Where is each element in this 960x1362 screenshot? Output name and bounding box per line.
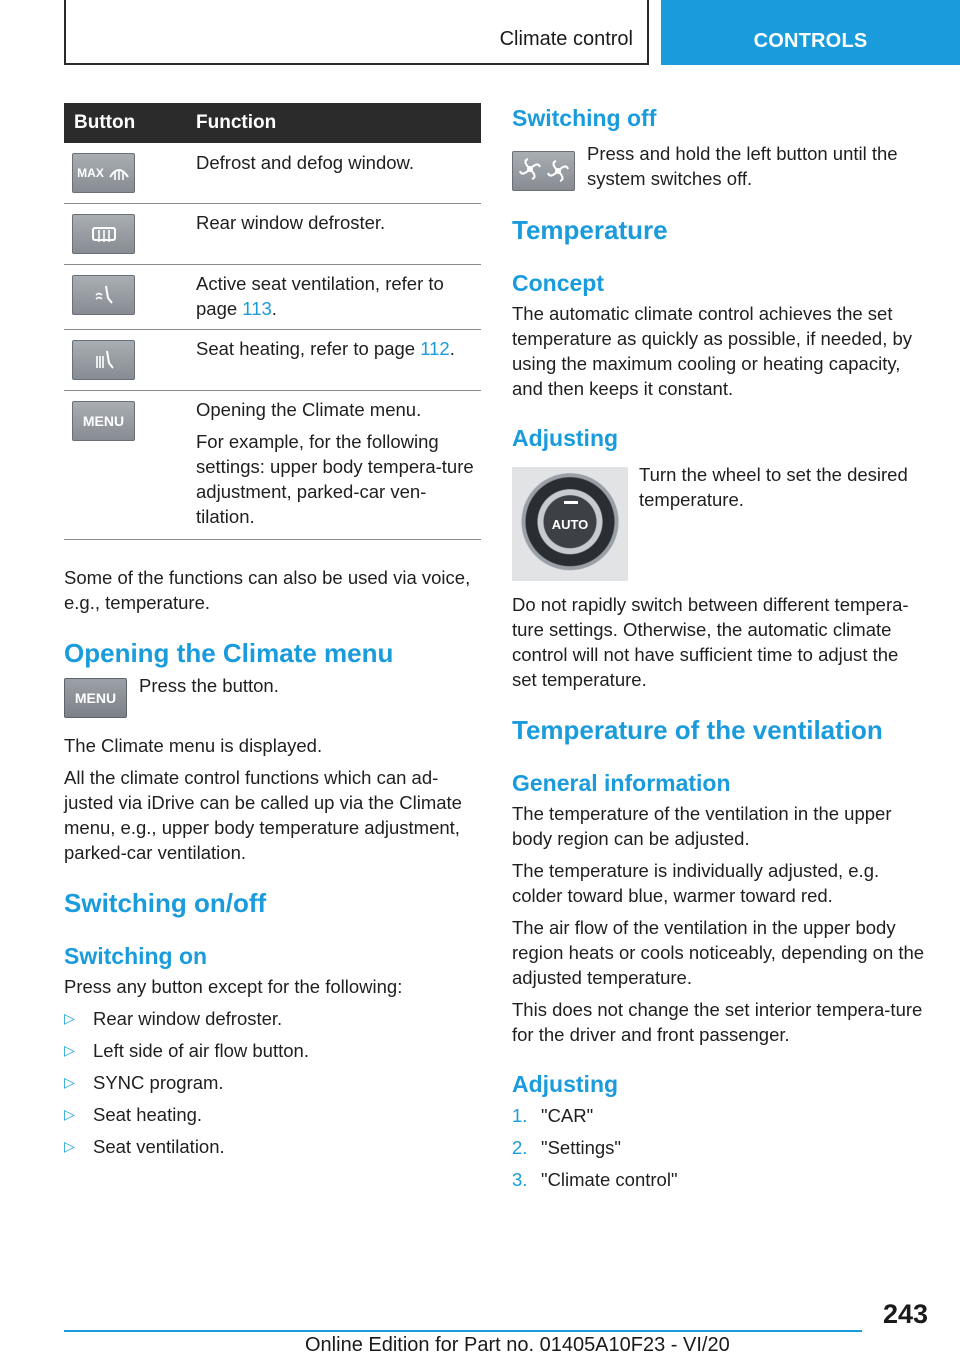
col-function-header: Function — [186, 103, 481, 143]
list-item: ▷ Rear window defroster. — [64, 1008, 283, 1029]
bullet-icon: ▷ — [64, 1138, 75, 1154]
list-item: 2. "Settings" — [512, 1137, 621, 1158]
bullet-icon: ▷ — [64, 1106, 75, 1122]
chapter-tab[interactable] — [661, 0, 960, 65]
menu-button-icon: MENU — [72, 401, 135, 441]
page-link[interactable]: 112 — [420, 338, 450, 359]
temperature-knob-image — [512, 467, 628, 581]
table-row — [64, 143, 481, 204]
heading-switching-off: Switching off — [512, 105, 657, 131]
function-text: Opening the Climate menu. For example, for the following settings: upper body tempera-ture adjustment, parked-car ven-tilation. — [186, 391, 481, 540]
table-row — [64, 265, 481, 330]
bullet-icon: ▷ — [64, 1010, 75, 1026]
voice-note: Some of the functions can also be used via voice, e.g., temperature. — [64, 567, 471, 613]
list-item: ▷ Left side of air flow button. — [64, 1040, 309, 1061]
bullet-icon: ▷ — [64, 1074, 75, 1090]
seat-ventilation-icon — [72, 275, 135, 315]
menu-text-1: The Climate menu is displayed. — [64, 735, 323, 756]
table-row — [64, 391, 481, 540]
rear-defroster-icon — [72, 214, 135, 254]
table-header — [64, 103, 481, 143]
general-text-1: The temperature of the ventilation in the upper body region can be adjusted. — [512, 803, 892, 849]
steps-list — [512, 1103, 927, 1192]
menu-step — [64, 675, 481, 730]
chapter-label: CONTROLS — [753, 30, 868, 52]
table-row — [64, 330, 481, 391]
fan-off-icon[interactable] — [512, 151, 575, 191]
function-text: Seat heating, refer to page 112. — [186, 330, 481, 391]
menu-text-2: All the climate control functions which can ad-justed via iDrive can be called up via the Climate menu, e.g., upper body temperature adjustment, parked-car ventilation. — [64, 767, 462, 863]
concept-text: The automatic climate control achieves the set temperature as quickly as possible, if needed, by using the maximum cooling or heating capacity, and then keeps it constant. — [512, 303, 913, 399]
function-text: Rear window defroster. — [186, 204, 481, 265]
seat-heating-icon — [72, 340, 135, 380]
heading-ventilation-temp: Temperature of the ventilation — [512, 715, 883, 745]
list-item: ▷ SYNC program. — [64, 1072, 224, 1093]
adjust-note: Do not rapidly switch between different tempera-ture settings. Otherwise, the automatic climate control will not have sufficient time to adjust the set temperature. — [512, 594, 909, 690]
switch-off-step — [512, 145, 927, 205]
header-frame — [64, 0, 649, 65]
list-item: ▷ Seat heating. — [64, 1104, 203, 1125]
max-defrost-icon: MAX — [72, 153, 135, 193]
general-text-3: The air flow of the ventilation in the upper body region heats or cools noticeably, depending on the adjusted temperature. — [512, 917, 925, 988]
col-button-header: Button — [64, 103, 186, 143]
adjust-step — [512, 464, 927, 592]
general-text-4: This does not change the set interior tempera-ture for the driver and front passenger. — [512, 999, 923, 1045]
left-column — [64, 103, 481, 1159]
heading-concept: Concept — [512, 270, 604, 296]
auto-label: AUTO — [551, 517, 589, 532]
function-text: Active seat ventilation, refer to page 113. — [186, 265, 481, 330]
footer-divider — [64, 1330, 862, 1332]
heading-temperature: Temperature — [512, 215, 668, 245]
section-title: Climate control — [499, 28, 633, 50]
page-number: 243 — [882, 1299, 928, 1329]
adjust-text: Turn the wheel to set the desired temperature. — [639, 464, 908, 510]
general-text-2: The temperature is individually adjusted, e.g. colder toward blue, warmer toward red. — [512, 860, 880, 906]
edition-text: Online Edition for Part no. 01405A10F23 - VI/20 — [305, 1334, 730, 1356]
menu-step-text: Press the button. — [139, 675, 279, 696]
switch-off-text: Press and hold the left button until the system switches off. — [587, 143, 898, 189]
exception-list — [64, 1006, 481, 1159]
right-column — [512, 103, 927, 1192]
heading-adjusting-2: Adjusting — [512, 1071, 619, 1097]
heading-adjusting: Adjusting — [512, 425, 619, 451]
list-item: ▷ Seat ventilation. — [64, 1136, 225, 1157]
switch-on-text: Press any button except for the following: — [64, 976, 403, 997]
minus-mark — [564, 501, 578, 504]
heading-switching-on: Switching on — [64, 943, 208, 969]
list-item: 1. "CAR" — [512, 1105, 594, 1126]
page-link[interactable]: 113 — [242, 298, 272, 319]
list-item: 3. "Climate control" — [512, 1169, 678, 1190]
heading-switching: Switching on/off — [64, 888, 267, 918]
heading-open-menu: Opening the Climate menu — [64, 638, 394, 668]
bullet-icon: ▷ — [64, 1042, 75, 1058]
function-table — [64, 103, 481, 540]
table-row — [64, 204, 481, 265]
function-text: Defrost and defog window. — [186, 143, 481, 204]
heading-general-info: General information — [512, 770, 731, 796]
menu-button[interactable]: MENU — [64, 678, 127, 718]
